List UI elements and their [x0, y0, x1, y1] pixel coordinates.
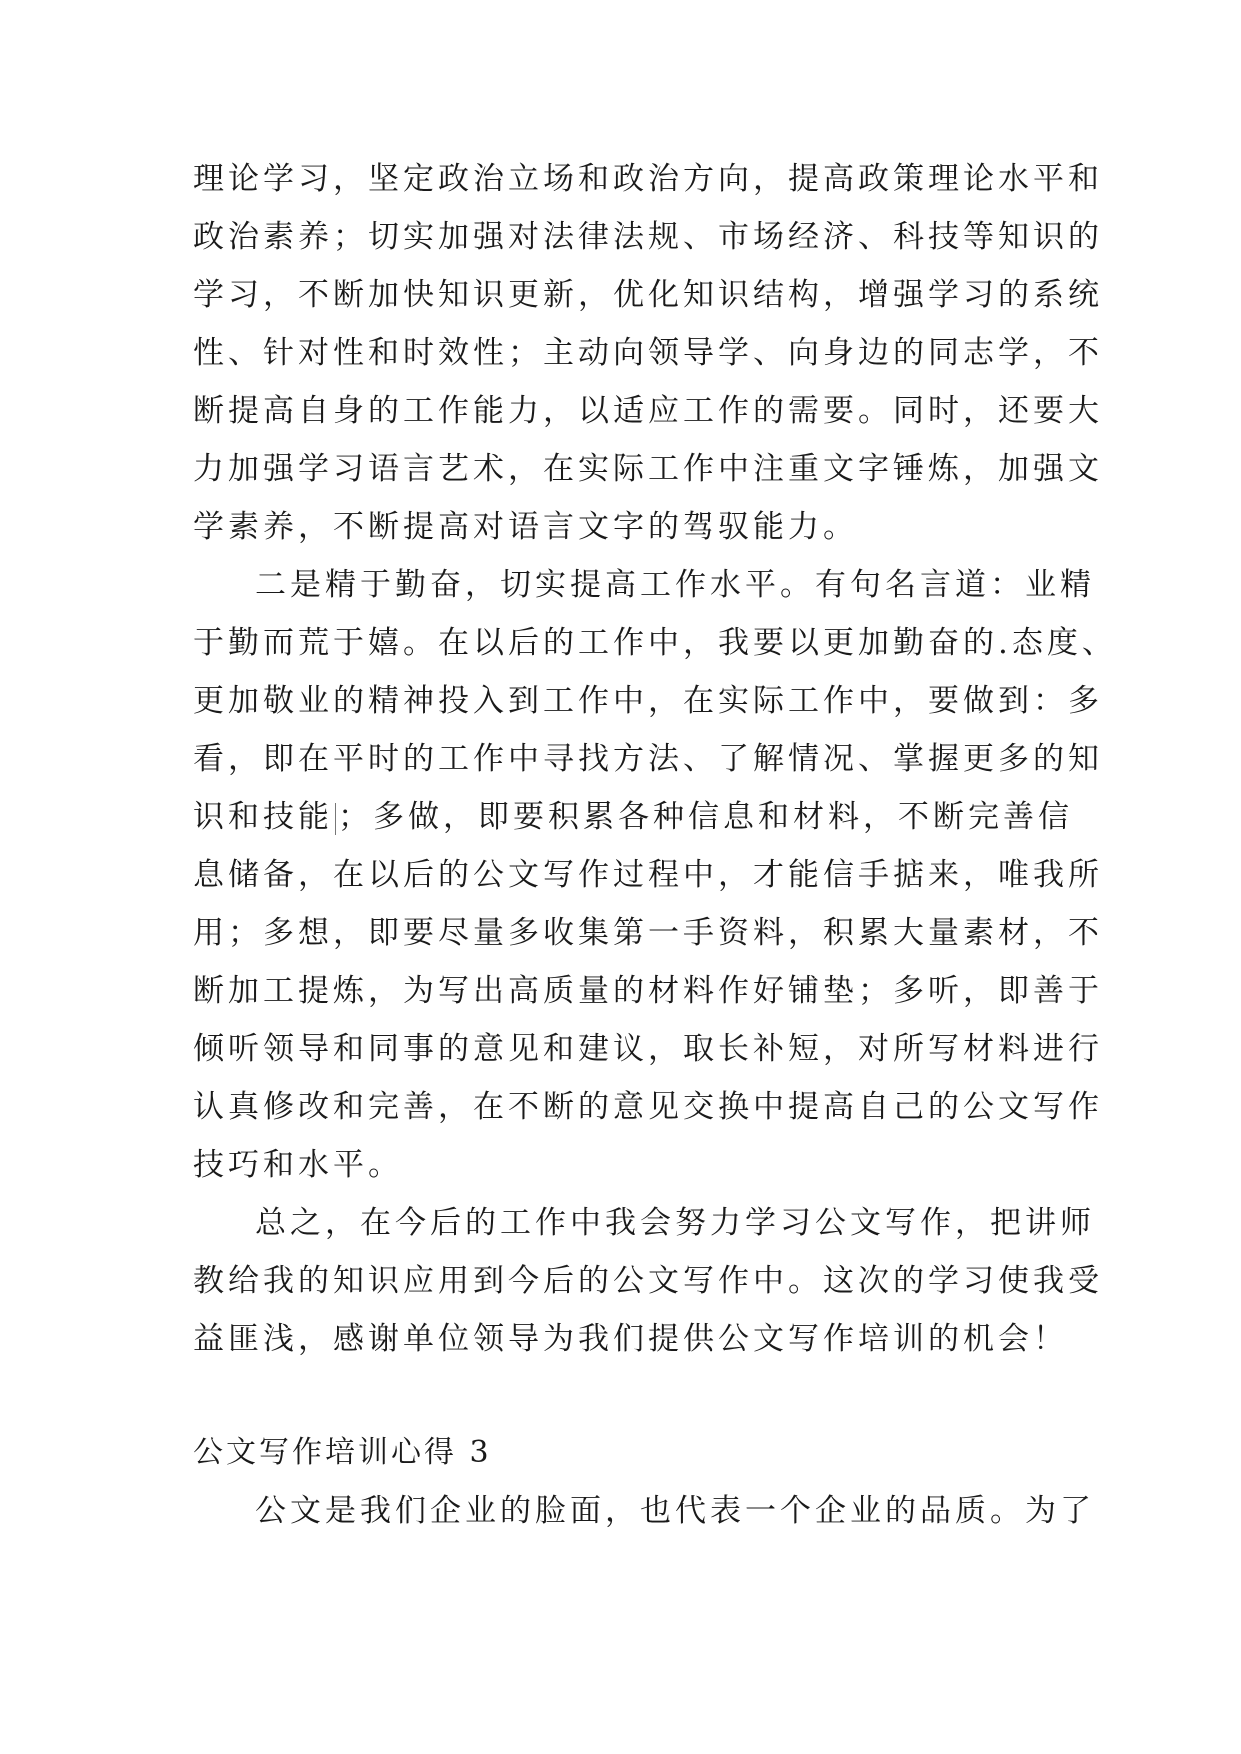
text-line: 总之，在今后的工作中我会努力学习公文写作，把讲师: [255, 1205, 1095, 1241]
text-line: 公文是我们企业的脸面，也代表一个企业的品质。为了: [255, 1493, 1095, 1529]
text-line: 理论学习，坚定政治立场和政治方向，提高政策理论水平和: [193, 161, 1103, 197]
text-line: 二是精于勤奋，切实提高工作水平。有句名言道：业精: [255, 567, 1095, 603]
text-line: 用；多想，即要尽量多收集第一手资料，积累大量素材，不: [193, 915, 1103, 951]
text-line: 断提高自身的工作能力，以适应工作的需要。同时，还要大: [193, 393, 1103, 429]
text-line-with-cursor[interactable]: [193, 788, 1073, 846]
paragraph-diligence: [193, 556, 1117, 1194]
paragraph-theory-study: [193, 150, 1103, 556]
document-body: [193, 150, 1117, 1540]
text-line: 认真修改和完善，在不断的意见交换中提高自己的公文写作: [193, 1089, 1103, 1125]
text-line: 于勤而荒于嬉。在以后的工作中，我要以更加勤奋的.态度、: [193, 625, 1117, 661]
paragraph-intro-3: [193, 1482, 1095, 1540]
text-line: 看，即在平时的工作中寻找方法、了解情况、掌握更多的知: [193, 741, 1103, 777]
text-line: 学素养，不断提高对语言文字的驾驭能力。: [193, 509, 858, 545]
text-line: 益匪浅，感谢单位领导为我们提供公文写作培训的机会！: [193, 1321, 1068, 1357]
text-line: 断加工提炼，为写出高质量的材料作好铺垫；多听，即善于: [193, 973, 1103, 1009]
text-line: 息储备，在以后的公文写作过程中，才能信手掂来，唯我所: [193, 857, 1103, 893]
text-cursor: [335, 803, 336, 835]
text-before-cursor: 识和技能: [193, 799, 333, 835]
paragraph-conclusion: [193, 1194, 1103, 1368]
text-after-cursor: ；多做，即要积累各种信息和材料，不断完善信: [338, 799, 1073, 835]
text-line: 学习，不断加快知识更新，优化知识结构，增强学习的系统: [193, 277, 1103, 313]
text-line: 性、针对性和时效性；主动向领导学、向身边的同志学，不: [193, 335, 1103, 371]
text-line: 力加强学习语言艺术，在实际工作中注重文字锤炼，加强文: [193, 451, 1103, 487]
text-line: 政治素养；切实加强对法律法规、市场经济、科技等知识的: [193, 219, 1103, 255]
text-line: 倾听领导和同事的意见和建议，取长补短，对所写材料进行: [193, 1031, 1103, 1067]
text-line: 教给我的知识应用到今后的公文写作中。这次的学习使我受: [193, 1263, 1103, 1299]
text-line: 技巧和水平。: [193, 1147, 403, 1183]
section-heading: 公文写作培训心得 3: [193, 1435, 492, 1470]
text-line: 更加敬业的精神投入到工作中，在实际工作中，要做到：多: [193, 683, 1103, 719]
